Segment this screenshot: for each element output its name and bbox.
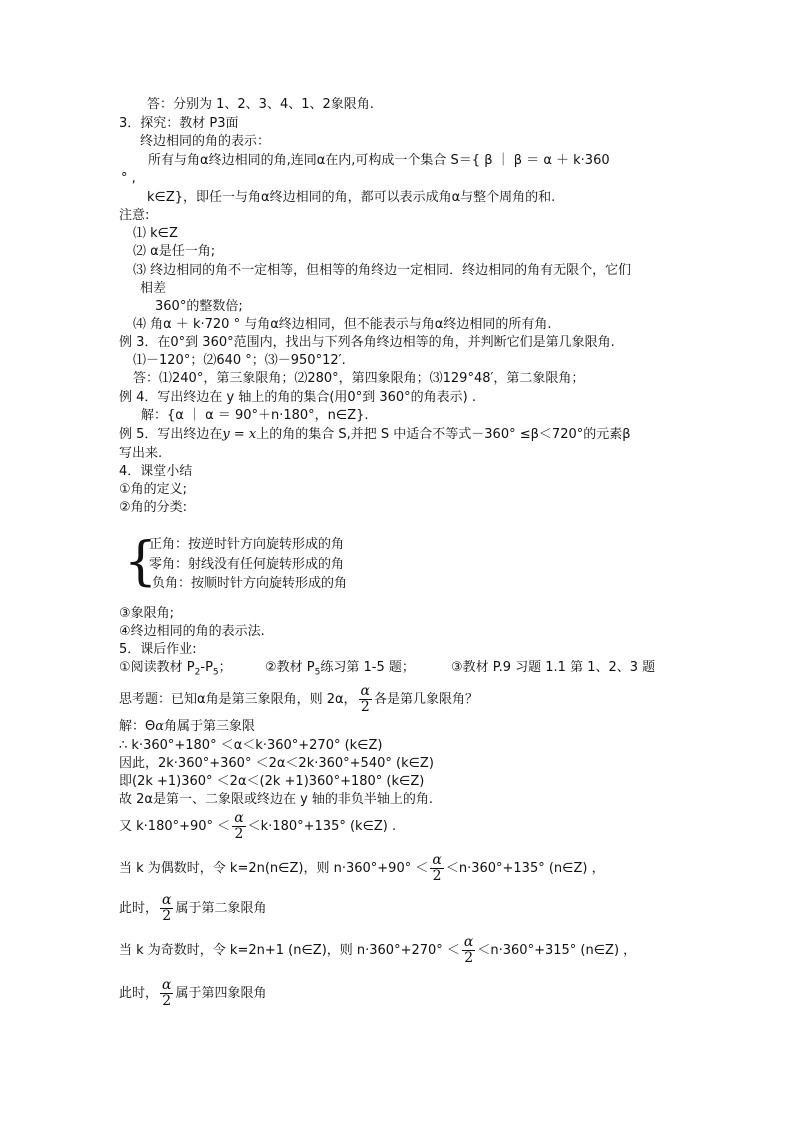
odd-b: ＜n·360°+315° (n∈Z) ， [477, 943, 637, 958]
set-definition-cont: k∈Z}，即任一与角α终边相同的角，都可以表示成角α与整个周角的和. [147, 190, 556, 205]
even-res-a: 此时， [119, 901, 159, 916]
case-odd [119, 935, 636, 967]
case-even [119, 853, 605, 885]
hw1-sub-a: 2 [194, 667, 201, 678]
section-3-heading: 3．探究：教材 P3面 [119, 116, 239, 131]
frac-den: 2 [464, 950, 474, 966]
thinking-text-b: 各是第几象限角？ [374, 692, 479, 707]
even-res-b: 属于第二象限角 [175, 901, 267, 916]
odd-res-a: 此时， [119, 986, 159, 1001]
frac-den: 2 [360, 699, 370, 715]
negative-angle: 负角：按顺时针方向旋转形成的角 [152, 576, 348, 591]
degree-continuation: ° , [121, 171, 136, 186]
case-odd-result [119, 978, 267, 1010]
inequality-2: 因此，2k·360°+360° ＜2α＜2k·360°+540° (k∈Z) [119, 756, 434, 771]
ineq-b: ＜k·180°+135° (k∈Z) . [247, 819, 397, 834]
sol-alpha: α [155, 719, 165, 734]
note-3-cont: 相差 [140, 281, 167, 296]
example-5-cont: 写出来. [119, 446, 163, 461]
zero-angle: 零角：射线没有任何旋转形成的角 [149, 557, 345, 572]
thinking-question [119, 684, 478, 715]
inequality-half-alpha [119, 811, 396, 843]
example-4-solution: 解：{α ｜ α ＝ 90°＋n·180°，n∈Z}. [141, 408, 369, 423]
sol-a: 解：Θ [119, 719, 156, 734]
frac-den: 2 [162, 908, 172, 924]
conclusion-2alpha: 故 2α是第一、二象限或终边在 y 轴的非负半轴上的角. [119, 792, 434, 807]
summary-2: ②角的分类: [119, 500, 188, 515]
left-brace: { [124, 532, 158, 592]
example-5-text-b: 上的角的集合 S,并把 S 中适合不等式－360° ≤β＜720°的元素β [256, 427, 631, 442]
note-3: ⑶ 终边相同的角不一定相等，但相等的角终边一定相同．终边相同的角有无限个，它们 [133, 263, 632, 278]
fraction-alpha-over-2 [160, 978, 173, 1009]
hw1-a: ①阅读教材 P [119, 660, 195, 675]
homework-3: ③教材 P.9 习题 1.1 第 1、2、3 题 [451, 660, 656, 675]
odd-res-b: 属于第四象限角 [175, 986, 267, 1001]
frac-num: α [463, 934, 474, 950]
ineq-a: 又 k·180°+90° ＜ [119, 819, 231, 834]
frac-num: α [432, 852, 442, 868]
frac-den: 2 [234, 826, 244, 842]
frac-num: α [360, 683, 371, 699]
hw1-c: ； [218, 660, 232, 675]
answer-line-quadrants: 答：分别为 1、2、3、4、1、2象限角. [147, 97, 374, 112]
frac-den: 2 [432, 868, 442, 884]
fraction-alpha-over-2 [160, 893, 173, 924]
example-5 [119, 426, 631, 443]
fraction-alpha-over-2 [462, 935, 475, 966]
example-3: 例 3．在0°到 360°范围内，找出与下列各角终边相等的角，并判断它们是第几象限角. [119, 335, 615, 350]
subheading-terminal-side: 终边相同的角的表示： [140, 134, 271, 149]
hw1-b: -P [200, 660, 213, 675]
inequality-1: ∴ k·360°+180° ＜α＜k·360°+270° (k∈Z) [119, 738, 383, 753]
note-4: ⑷ 角α ＋ k·720 ° 与角α终边相同，但不能表示与角α终边相同的所有角. [133, 317, 552, 332]
summary-4: ④终边相同的角的表示法. [119, 624, 265, 639]
case-even-result [119, 893, 267, 925]
set-definition-line: 所有与角α终边相同的角,连同α在内,可构成一个集合 S＝{ β ｜ β ＝ α ＋ k·360 [148, 153, 610, 168]
section-5-heading: 5．课后作业: [119, 642, 197, 657]
solution-intro [119, 718, 255, 735]
example-5-text-a: 例 5．写出终边在 [119, 427, 223, 442]
positive-angle: 正角：按逆时针方向旋转形成的角 [149, 537, 345, 552]
sol-b: 角属于第三象限 [164, 719, 256, 734]
fraction-alpha-over-2 [232, 811, 245, 842]
note-heading: 注意: [119, 208, 150, 223]
fraction-alpha-over-2 [359, 684, 372, 715]
note-2: ⑵ α是任一角; [133, 244, 216, 259]
frac-num: α [162, 977, 172, 993]
example-4: 例 4．写出终边在 y 轴上的角的集合(用0°到 360°的角表示) . [119, 390, 476, 405]
homework-1 [119, 659, 232, 682]
example-3-answer: 答：⑴240°，第三象限角；⑵280°，第四象限角；⑶129°48′，第二象限角； [133, 371, 585, 386]
hw2-b: 练习第 1-5 题； [320, 660, 415, 675]
homework-2 [265, 659, 415, 682]
section-4-heading: 4．课堂小结 [119, 464, 193, 479]
note-3-cont2: 360°的整数倍; [155, 299, 243, 314]
fraction-alpha-over-2 [430, 853, 443, 884]
frac-num: α [162, 892, 172, 908]
hw1-sub-b: 5 [212, 667, 219, 678]
inequality-3: 即(2k +1)360° ＜2α＜(2k +1)360°+180° (k∈Z) [119, 774, 425, 789]
frac-num: α [234, 810, 244, 826]
even-a: 当 k 为偶数时，令 k=2n(n∈Z)，则 n·360°+90° ＜ [119, 861, 429, 876]
frac-den: 2 [162, 993, 172, 1009]
summary-3: ③象限角; [119, 606, 175, 621]
summary-1: ①角的定义; [119, 482, 188, 497]
thinking-text-a: 思考题：已知α角是第三象限角，则 2α， [119, 692, 357, 707]
equation-y-eq-x: y = x [222, 427, 257, 442]
note-1: ⑴ k∈Z [133, 226, 178, 241]
hw2-a: ②教材 P [265, 660, 315, 675]
example-3-items: ⑴－120°；⑵640 °；⑶－950°12′. [133, 353, 346, 368]
odd-a: 当 k 为奇数时，令 k=2n+1 (n∈Z)，则 n·360°+270° ＜ [119, 943, 460, 958]
hw2-sub: 5 [314, 667, 321, 678]
even-b: ＜n·360°+135° (n∈Z) ， [445, 861, 605, 876]
